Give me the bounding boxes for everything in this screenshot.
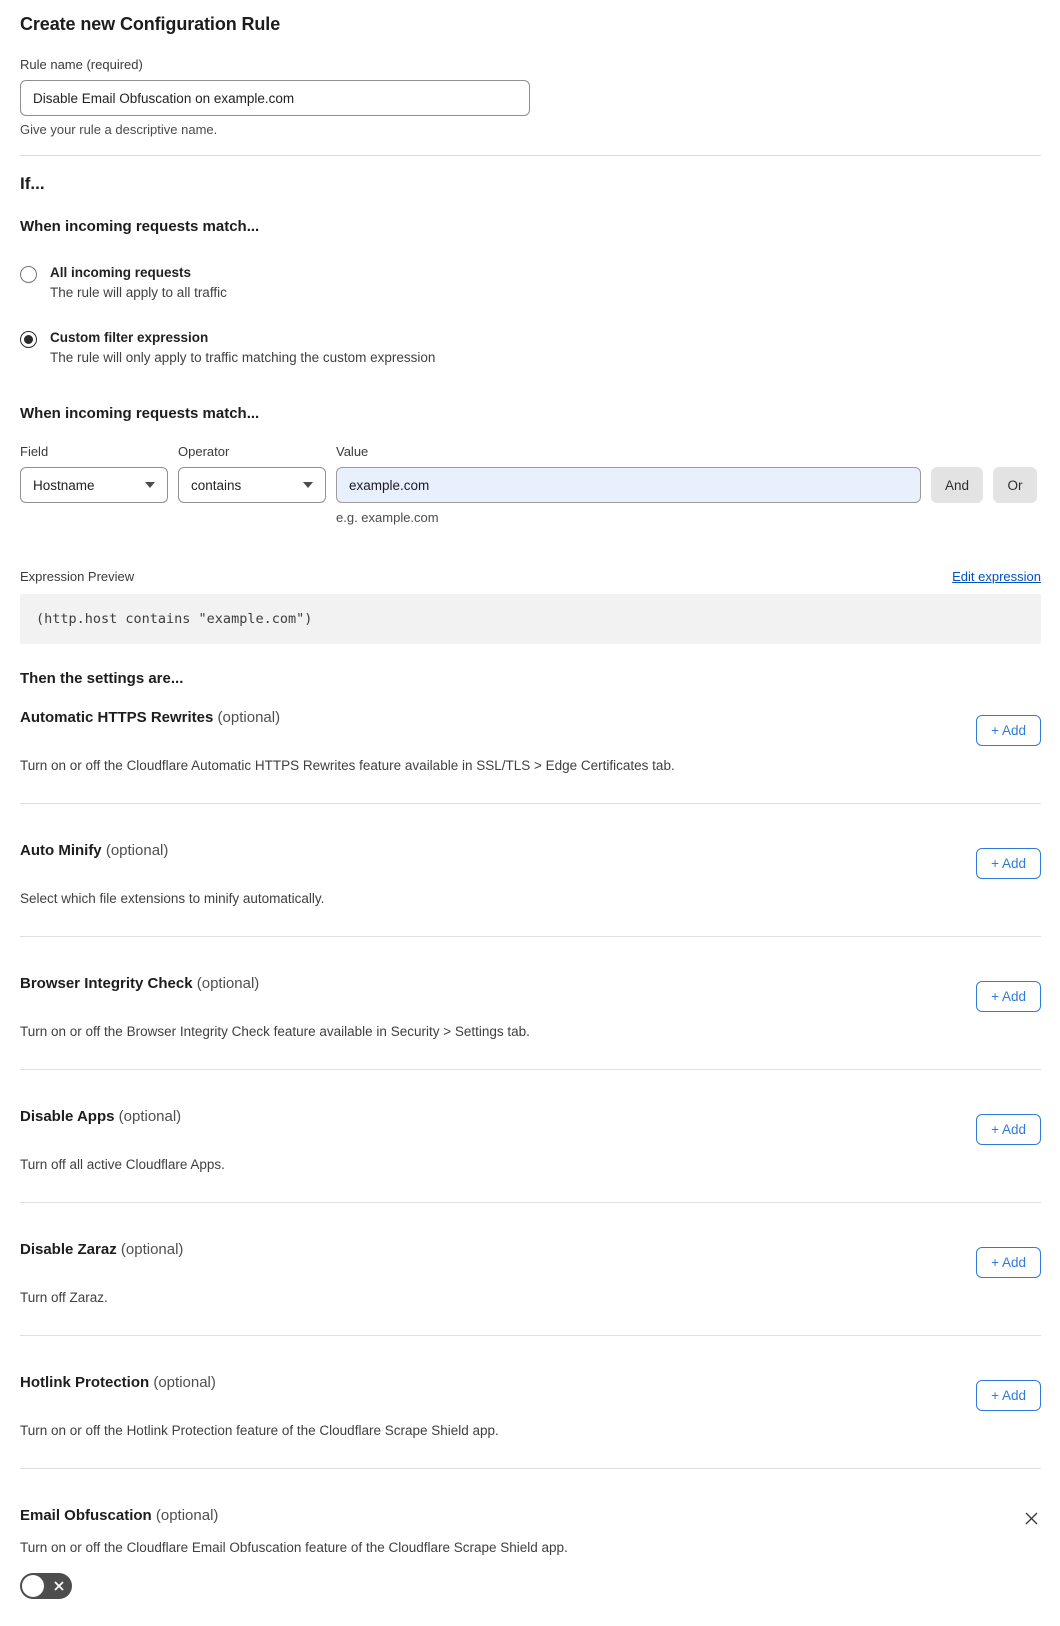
or-button[interactable]: Or — [993, 467, 1037, 503]
expression-builder-row — [20, 444, 1041, 525]
setting-title: Browser Integrity Check — [20, 975, 193, 992]
setting-disable-apps — [20, 1070, 1041, 1203]
setting-description: Turn off Zaraz. — [20, 1290, 108, 1305]
field-select[interactable] — [20, 467, 168, 503]
radio-description: The rule will apply to all traffic — [50, 285, 227, 300]
if-heading: If... — [20, 174, 45, 193]
toggle-off-x-icon — [53, 1580, 65, 1592]
setting-optional-tag: (optional) — [196, 975, 260, 992]
expression-preview-label: Expression Preview — [20, 569, 135, 584]
setting-browser-integrity-check — [20, 937, 1041, 1070]
toggle-knob — [22, 1575, 44, 1597]
expression-preview-header — [20, 569, 1041, 584]
radio-label: Custom filter expression — [50, 330, 209, 345]
remove-setting-button[interactable] — [1022, 1509, 1041, 1528]
setting-optional-tag: (optional) — [120, 1241, 184, 1258]
and-button[interactable]: And — [931, 467, 983, 503]
expression-preview-code: (http.host contains "example.com") — [20, 594, 1041, 644]
setting-description: Turn on or off the Cloudflare Automatic HTTPS Rewrites feature available in SSL/TLS > Edge Certificates tab. — [20, 758, 675, 773]
setting-description: Turn on or off the Browser Integrity Check feature available in Security > Settings tab. — [20, 1024, 530, 1039]
setting-description: Select which file extensions to minify automatically. — [20, 891, 325, 906]
setting-automatic-https-rewrites — [20, 687, 1041, 804]
rule-name-label: Rule name (required) — [20, 57, 143, 72]
radio-option-custom-filter[interactable] — [20, 330, 1041, 365]
page-title: Create new Configuration Rule — [20, 14, 281, 34]
edit-expression-link[interactable]: Edit expression — [952, 569, 1041, 584]
expression-builder-heading: When incoming requests match... — [20, 405, 260, 422]
email-obfuscation-toggle-off[interactable] — [20, 1573, 72, 1599]
setting-disable-zaraz — [20, 1203, 1041, 1336]
operator-select-value: contains — [191, 477, 242, 493]
add-button[interactable]: + Add — [976, 981, 1041, 1012]
operator-label: Operator — [178, 444, 230, 459]
add-button[interactable]: + Add — [976, 848, 1041, 879]
add-button[interactable]: + Add — [976, 1247, 1041, 1278]
setting-auto-minify — [20, 804, 1041, 937]
field-select-value: Hostname — [33, 477, 95, 493]
setting-optional-tag: (optional) — [153, 1374, 216, 1391]
setting-title: Hotlink Protection — [20, 1374, 150, 1391]
setting-email-obfuscation — [20, 1469, 1041, 1626]
setting-optional-tag: (optional) — [118, 1108, 182, 1125]
setting-title: Disable Zaraz — [20, 1241, 117, 1258]
operator-select[interactable] — [178, 467, 326, 503]
setting-title: Auto Minify — [20, 842, 102, 859]
setting-hotlink-protection — [20, 1336, 1041, 1469]
radio-selected[interactable] — [20, 331, 37, 348]
chevron-down-icon — [145, 482, 155, 488]
value-helper: e.g. example.com — [336, 510, 439, 525]
setting-optional-tag: (optional) — [105, 842, 169, 859]
setting-title: Disable Apps — [20, 1108, 115, 1125]
rule-name-input[interactable] — [20, 80, 530, 116]
setting-title: Email Obfuscation — [20, 1507, 152, 1524]
field-label: Field — [20, 444, 49, 459]
radio-option-all-requests[interactable] — [20, 265, 1041, 300]
add-button[interactable]: + Add — [976, 1114, 1041, 1145]
setting-description: Turn off all active Cloudflare Apps. — [20, 1157, 225, 1172]
add-button[interactable]: + Add — [976, 1380, 1041, 1411]
section-divider — [20, 155, 1041, 156]
add-button[interactable]: + Add — [976, 715, 1041, 746]
close-icon — [1024, 1511, 1039, 1526]
setting-optional-tag: (optional) — [217, 709, 281, 726]
value-label: Value — [336, 444, 369, 459]
setting-title: Automatic HTTPS Rewrites — [20, 709, 214, 726]
rule-name-helper: Give your rule a descriptive name. — [20, 122, 218, 137]
setting-description: Turn on or off the Cloudflare Email Obfuscation feature of the Cloudflare Scrape Shield app. — [20, 1540, 568, 1555]
radio-unselected[interactable] — [20, 266, 37, 283]
radio-description: The rule will only apply to traffic matching the custom expression — [50, 350, 436, 365]
setting-optional-tag: (optional) — [155, 1507, 219, 1524]
chevron-down-icon — [303, 482, 313, 488]
setting-description: Turn on or off the Hotlink Protection feature of the Cloudflare Scrape Shield app. — [20, 1423, 499, 1438]
radio-label: All incoming requests — [50, 265, 192, 280]
match-subheading: When incoming requests match... — [20, 218, 260, 235]
value-input[interactable] — [336, 467, 921, 503]
settings-heading: Then the settings are... — [20, 670, 184, 687]
